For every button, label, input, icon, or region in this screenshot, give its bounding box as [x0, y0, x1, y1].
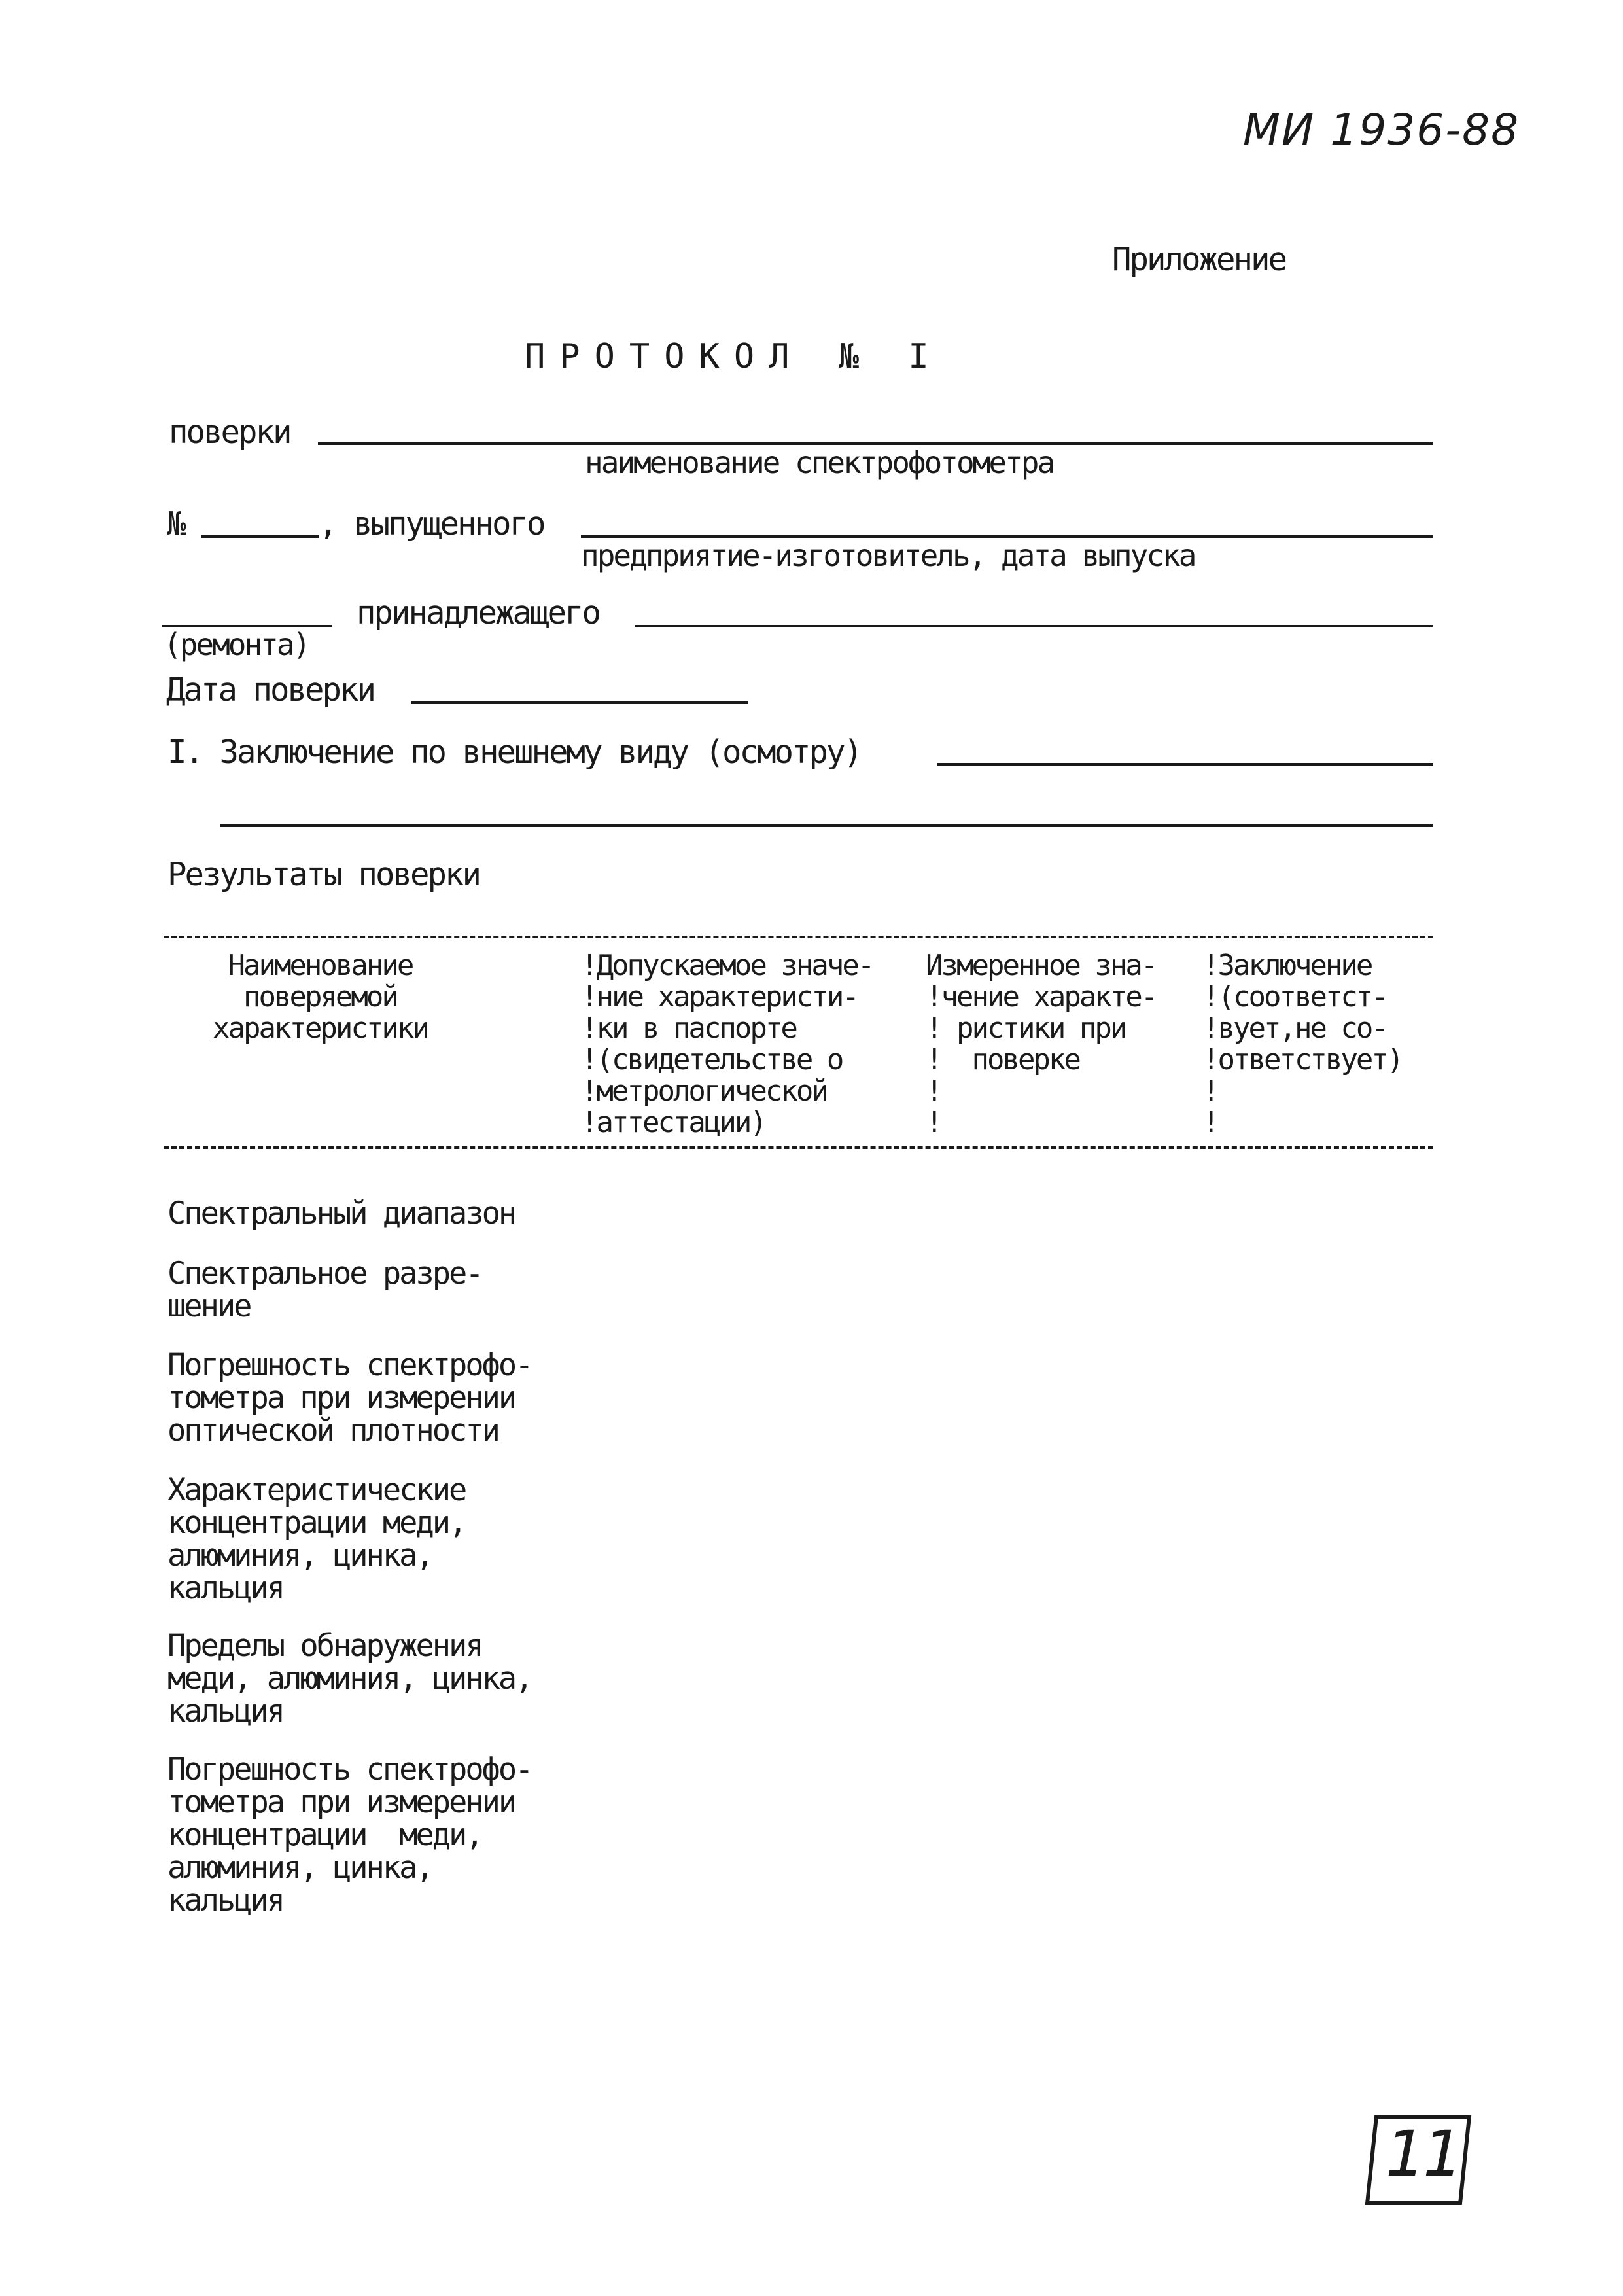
list-item: Спектральное разре- шение	[167, 1256, 482, 1324]
date-label: Дата поверки	[166, 671, 375, 709]
list-item: Погрешность спектрофо- тометра при измерении оптической плотности	[167, 1347, 532, 1449]
page-title: ПРОТОКОЛ № I	[525, 337, 943, 376]
list-item: Пределы обнаружения меди, алюминия, цинка, кальция	[167, 1628, 532, 1729]
list-item: Погрешность спектрофо- тометра при измерении концентрации меди, алюминия, цинка, кальция	[167, 1752, 532, 1918]
page-number: 11	[1386, 2117, 1461, 2191]
inspection-line	[937, 763, 1433, 766]
owner-line	[635, 625, 1433, 627]
inspection-line-2	[220, 824, 1433, 827]
repair-caption: (ремонта)	[164, 627, 309, 662]
column-header-measured: Измеренное зна- !чение характе- ! ристики при ! поверке ! !	[926, 949, 1157, 1139]
table-top-rule	[164, 936, 1433, 938]
date-line	[411, 701, 748, 704]
verification-label: поверки	[169, 414, 290, 451]
list-item: Спектральный диапазон	[167, 1195, 515, 1231]
inspection-label: I. Заключение по внешнему виду (осмотру)	[167, 733, 862, 771]
column-header-name: Наименование поверяемой характеристики	[213, 949, 428, 1045]
number-line	[201, 535, 319, 538]
appendix-label: Приложение	[1112, 241, 1286, 278]
issued-caption: предприятие-изготовитель, дата выпуска	[581, 538, 1195, 573]
results-heading: Результаты поверки	[167, 856, 480, 893]
issued-label: , выпущенного	[319, 505, 544, 542]
number-label: №	[167, 505, 184, 542]
table-bottom-rule	[164, 1146, 1433, 1149]
list-item: Характеристические концентрации меди, алюминия, цинка, кальция	[167, 1472, 466, 1606]
column-header-conclusion: !Заключение !(соответст- !вует,не со- !ответствует) ! !	[1202, 949, 1403, 1139]
column-header-allowed: !Допускаемое значе- !ние характеристи- !ки в паспорте !(свидетельстве о !метрологической !аттестации)	[581, 949, 873, 1139]
verification-caption: наименование спектрофотометра	[585, 445, 1054, 480]
document-code: МИ 1936-88	[1243, 105, 1520, 155]
owner-label: принадлежащего	[357, 594, 600, 631]
